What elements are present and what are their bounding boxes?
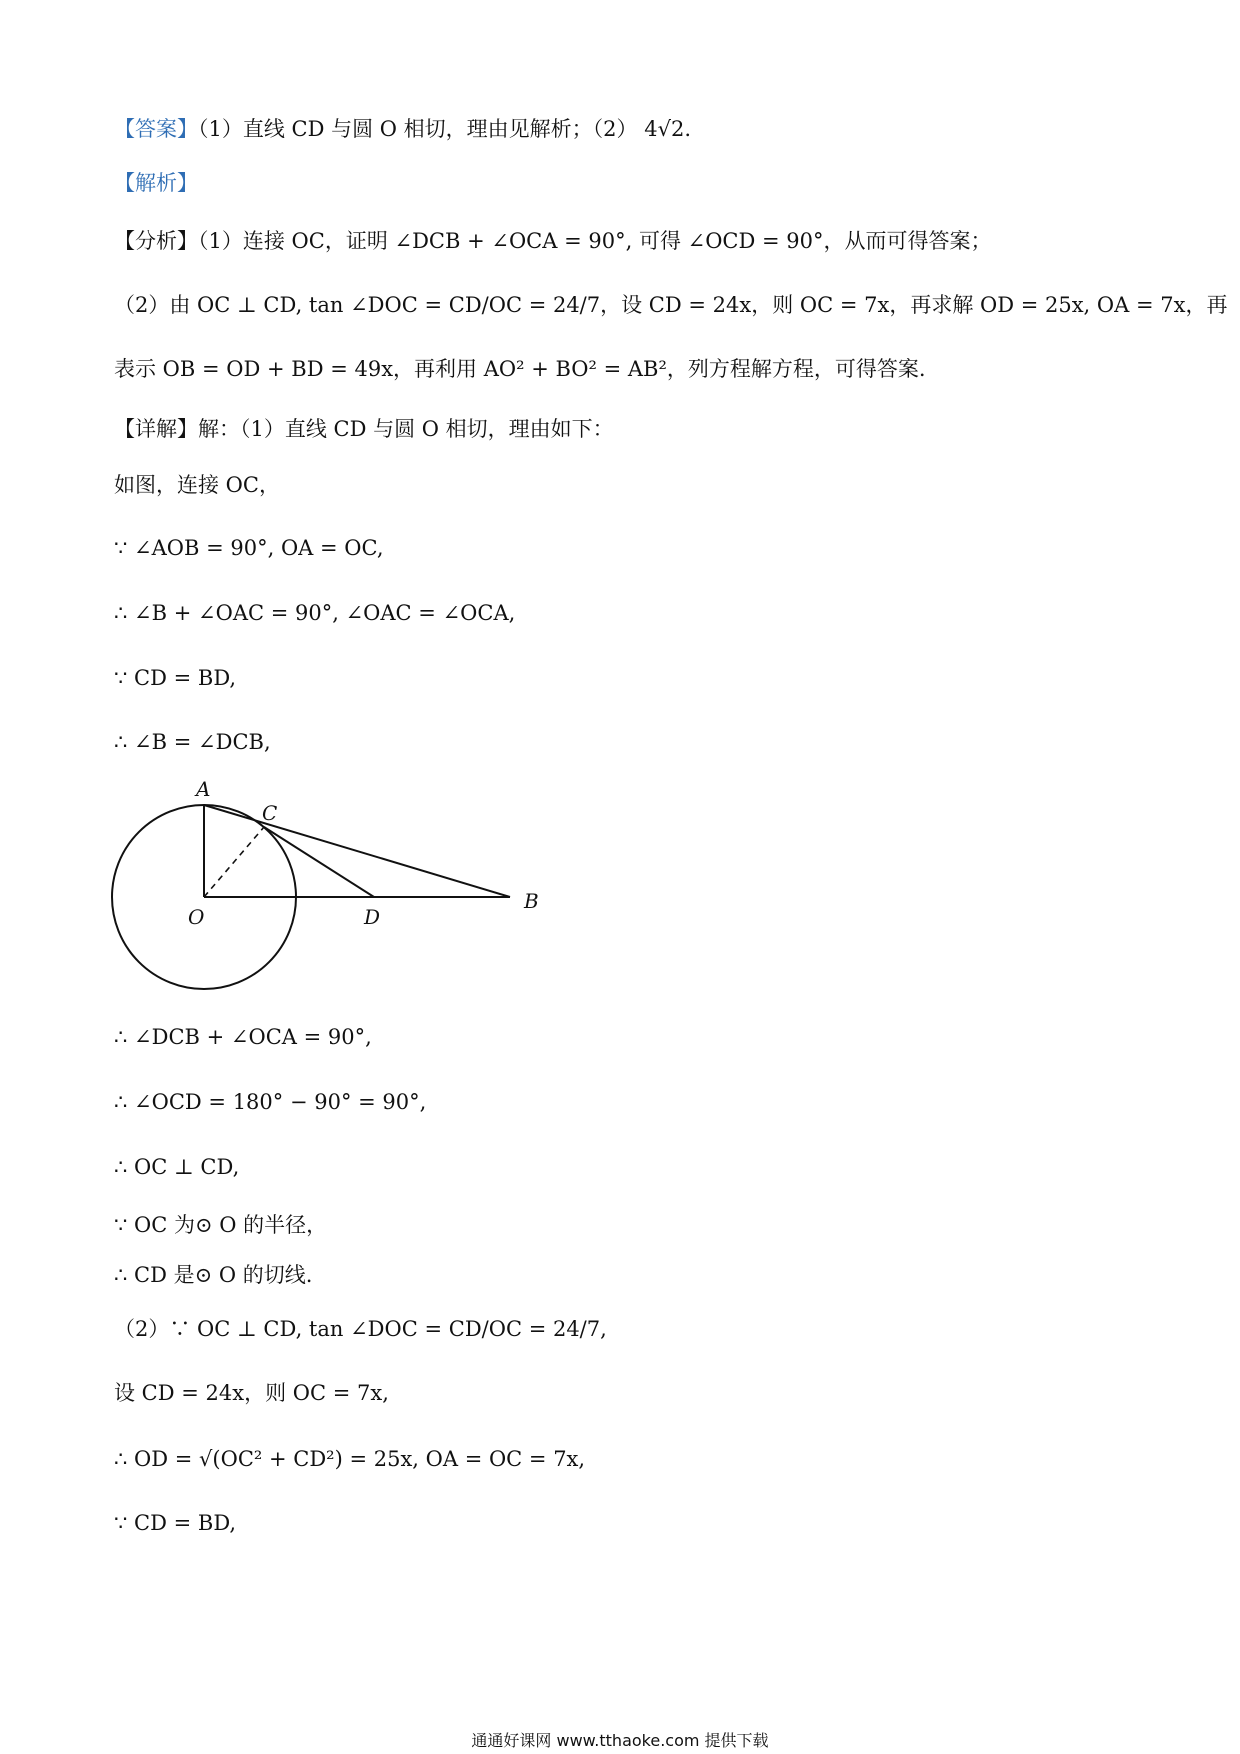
detail-line-6: ∴ ∠B = ∠DCB, (114, 730, 271, 754)
detail-line-10: ∵ OC 为⊙ O 的半径， (114, 1213, 328, 1237)
detail-line-4: ∴ ∠B + ∠OAC = 90°, ∠OAC = ∠OCA, (114, 601, 516, 625)
analysis-line-3: 表示 OB = OD + BD = 49x，再利用 AO² + BO² = AB²，列方程解方程，可得答案. (114, 357, 926, 381)
answer-line (114, 114, 691, 144)
detail-line-5: ∵ CD = BD, (114, 666, 237, 690)
geometry-figure (110, 770, 560, 1000)
detail-line-1: 【详解】解：（1）直线 CD 与圆 O 相切，理由如下： (114, 417, 614, 441)
label-c: C (262, 801, 278, 825)
segment-ab (204, 805, 510, 897)
segment-oc-dashed (204, 827, 264, 897)
detail-line-13: 设 CD = 24x，则 OC = 7x, (114, 1381, 389, 1405)
detail-line-11: ∴ CD 是⊙ O 的切线. (114, 1263, 313, 1287)
detail-line-9: ∴ OC ⊥ CD, (114, 1155, 240, 1179)
detail-line-3: ∵ ∠AOB = 90°, OA = OC, (114, 536, 384, 560)
label-o: O (188, 905, 205, 929)
answer-tag: 【答案】 (114, 117, 198, 141)
detail-line-7: ∴ ∠DCB + ∠OCA = 90°, (114, 1025, 372, 1049)
detail-line-12: （2）∵ OC ⊥ CD, tan ∠DOC = CD/OC = 24/7, (114, 1317, 607, 1341)
analysis-heading (114, 168, 198, 198)
analysis-line-1: 【分析】（1）连接 OC，证明 ∠DCB + ∠OCA = 90°, 可得 ∠OCD = 90°，从而可得答案； (114, 229, 992, 253)
footer-watermark: 通通好课网 www.tthaoke.com 提供下载 (471, 1731, 769, 1750)
detail-tag: 【详解】 (114, 417, 198, 441)
detail-line-8: ∴ ∠OCD = 180° − 90° = 90°, (114, 1090, 427, 1114)
label-a: A (196, 777, 211, 801)
label-d: D (364, 905, 381, 929)
analysis-tag: 【解析】 (114, 171, 198, 195)
segment-cd (264, 827, 374, 897)
analysis-line-2: （2）由 OC ⊥ CD, tan ∠DOC = CD/OC = 24/7，设 CD = 24x，则 OC = 7x，再求解 OD = 25x, OA = 7x，再 (114, 293, 1228, 317)
answer-text: （1）直线 CD 与圆 O 相切，理由见解析；（2） 4√2. (198, 117, 691, 141)
detail-line-15: ∵ CD = BD, (114, 1511, 237, 1535)
detail-line-14: ∴ OD = √(OC² + CD²) = 25x, OA = OC = 7x, (114, 1447, 586, 1471)
fenxi-tag: 【分析】 (114, 229, 198, 253)
detail-line-2: 如图，连接 OC， (114, 473, 280, 497)
label-b: B (524, 889, 539, 913)
